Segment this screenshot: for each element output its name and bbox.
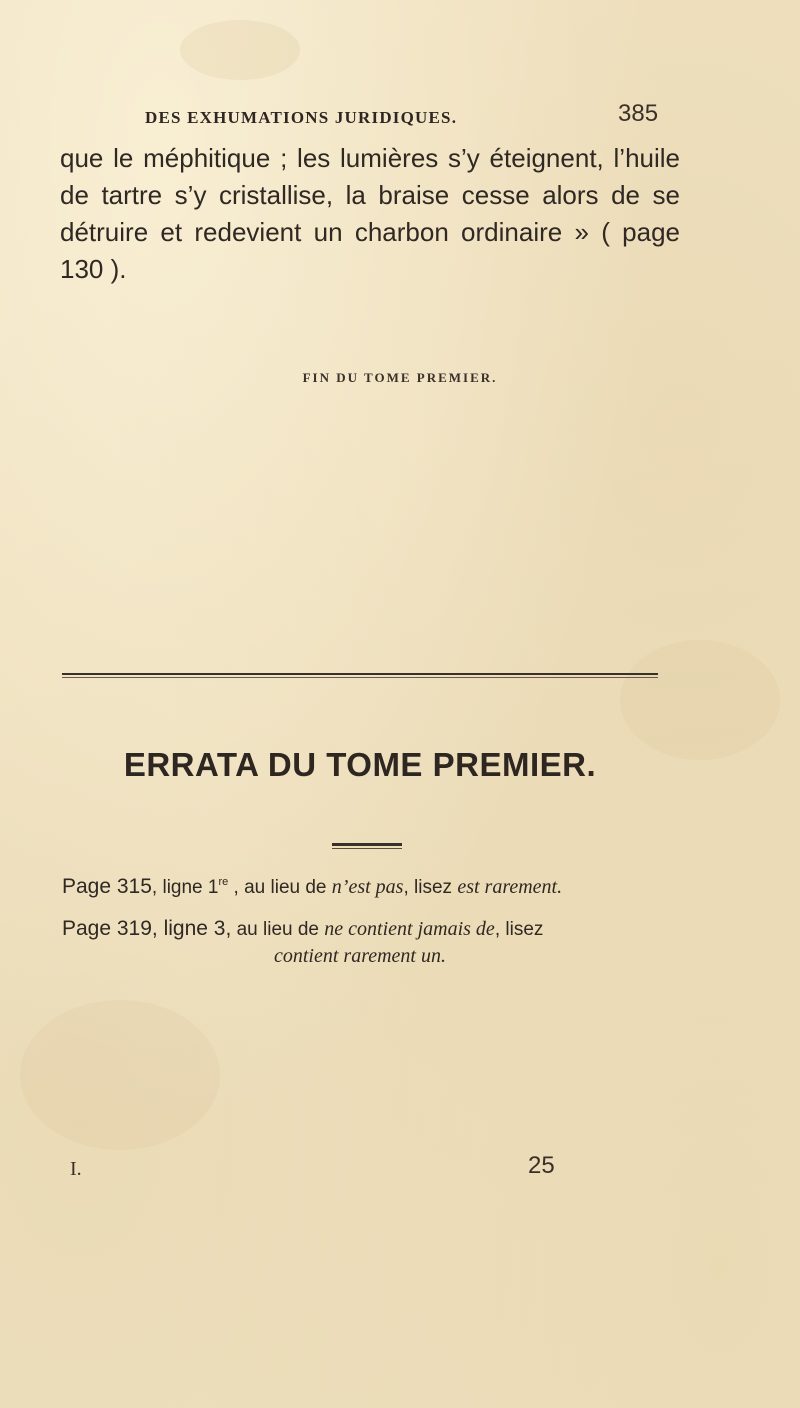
paper-stain: [20, 1000, 220, 1150]
title-rule: [332, 843, 402, 846]
section-rule: [62, 673, 658, 675]
section-rule-thin: [62, 677, 658, 678]
paper-stain: [180, 20, 300, 80]
signature-number: 25: [528, 1152, 555, 1179]
body-line: de tartre s’y cristallise, la braise cesse alors de se: [60, 180, 680, 210]
page-number: 385: [618, 100, 659, 127]
body-paragraph: [60, 140, 680, 288]
errata-correct-text: est rarement.: [457, 876, 563, 898]
errata-wrong-text: n’est pas: [331, 876, 404, 898]
errata-connector: , au lieu de: [228, 877, 332, 898]
errata-line-label: , ligne 1: [151, 877, 219, 898]
errata-correct-text: contient rarement un.: [273, 945, 446, 967]
body-line: que le méphitique ; les lumières s’y éteignent, l’huile: [60, 143, 680, 173]
errata-connector: au lieu de: [231, 919, 325, 940]
errata-connector: , lisez: [494, 919, 544, 940]
running-title: DES EXHUMATIONS JURIDIQUES.: [145, 108, 458, 127]
errata-page-label: Page 319, ligne 3,: [62, 917, 232, 940]
body-line: détruire et redevient un charbon ordinaire » ( page: [60, 217, 680, 247]
running-head: [0, 100, 800, 136]
errata-entry: [62, 917, 682, 941]
body-line: 130 ).: [60, 254, 127, 284]
errata-title: ERRATA DU TOME PREMIER.: [123, 746, 597, 783]
errata-page-label: Page 315: [62, 875, 152, 898]
errata-line-superscript: re: [218, 876, 229, 888]
paper-stain: [620, 640, 780, 760]
errata-entry: [62, 875, 682, 899]
signature-mark: I.: [70, 1158, 82, 1180]
errata-connector: , lisez: [403, 877, 458, 898]
errata-wrong-text: ne contient jamais de: [324, 918, 495, 940]
end-of-volume-note: FIN DU TOME PREMIER.: [302, 370, 498, 385]
title-rule-thin: [332, 848, 402, 849]
